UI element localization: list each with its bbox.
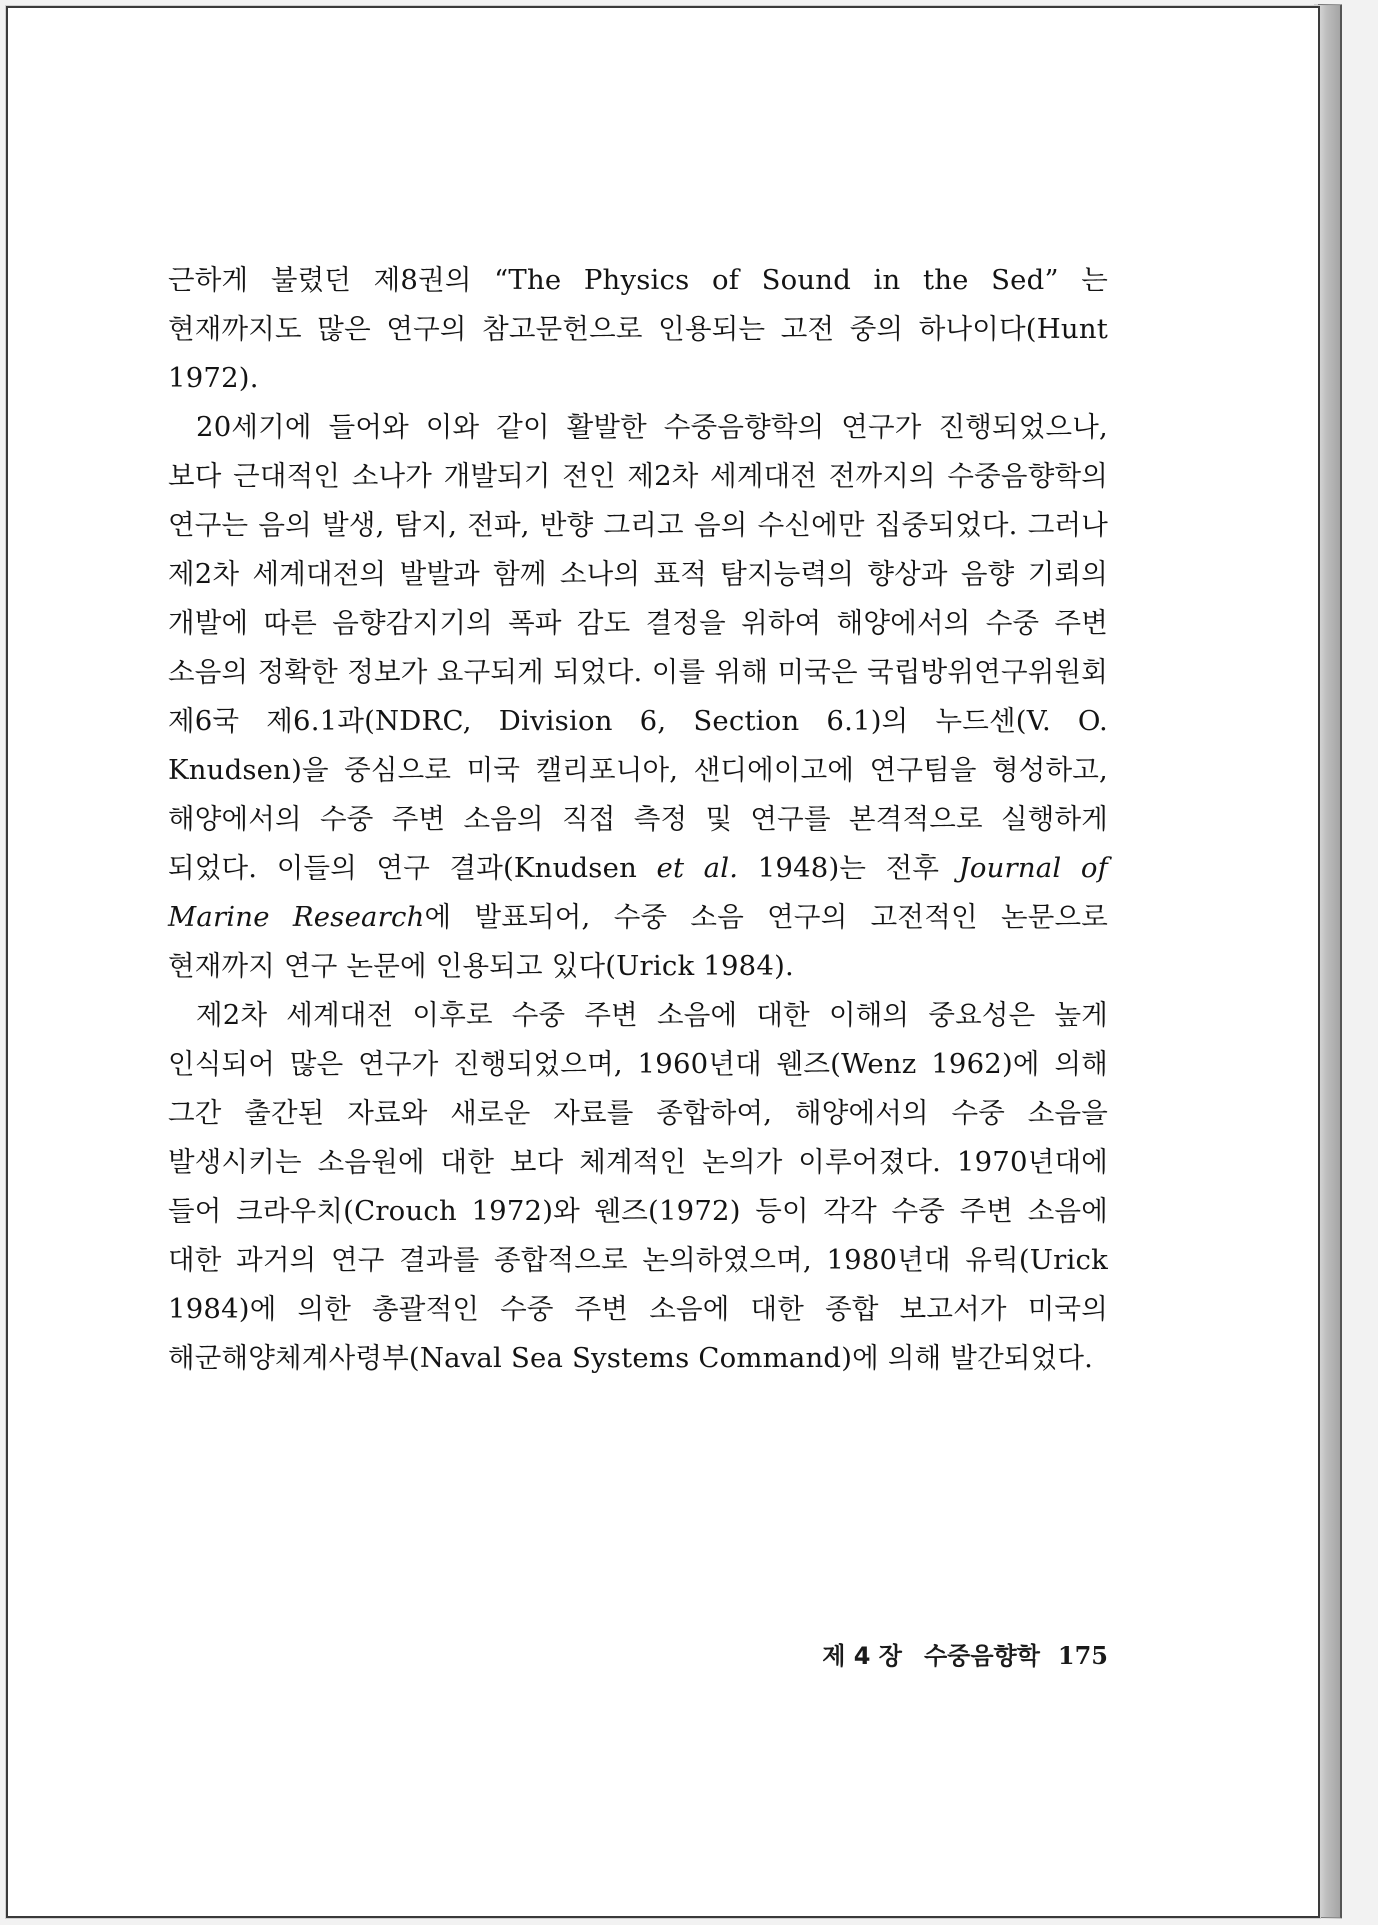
paragraph-2-text-c: 에 발표되어, 수중 소음 연구의 고전적인 논문으로 현재까지 연구 논문에 인용되고 있다(Urick 1984). [168, 901, 1108, 982]
body-text [168, 256, 1108, 1383]
paragraph-2 [168, 403, 1108, 991]
paragraph-2-text-a: 20세기에 들어와 이와 같이 활발한 수중음향학의 연구가 진행되었으나, 보다 근대적인 소나가 개발되기 전인 제2차 세계대전 전까지의 수중음향학의 연구는 음의 발생, 탐지, 전파, 반향 그리고 음의 수신에만 집중되었다. 그러나 제2차 세계대전의 발발과 함께 소나의 표적 탐지능력의 향상과 음향 기뢰의 개발에 따른 음향감지기의 폭파 감도 결정을 위하여 해양에서의 수중 주변 소음의 정확한 정보가 요구되게 되었다. 이를 위해 미국은 국립방위연구위원회 제6국 제6.1과(NDRC, Division 6, Section 6.1)의 누드센(V. O. Knudsen)을 중심으로 미국 캘리포니아, 샌디에이고에 연구팀을 형성하고, 해양에서의 수중 주변 소음의 직접 측정 및 연구를 본격적으로 실행하게 되었다. 이들의 연구 결과(Knudsen [168, 411, 1108, 884]
paragraph-3: 제2차 세계대전 이후로 수중 주변 소음에 대한 이해의 중요성은 높게 인식되어 많은 연구가 진행되었으며, 1960년대 웬즈(Wenz 1962)에 의해 그간 출간된 자료와 새로운 자료를 종합하여, 해양에서의 수중 소음을 발생시키는 소음원에 대한 보다 체계적인 논의가 이루어졌다. 1970년대에 들어 크라우치(Crouch 1972)와 웬즈(1972) 등이 각각 수중 주변 소음에 대한 과거의 연구 결과를 종합적으로 논의하였으며, 1980년대 유릭(Urick 1984)에 의한 총괄적인 수중 주변 소음에 대한 종합 보고서가 미국의 해군해양체계사령부(Naval Sea Systems Command)에 의해 발간되었다. [168, 999, 1108, 1374]
paragraph-2-text-b: 1948)는 전후 [738, 852, 959, 884]
page-number: 175 [1057, 1641, 1108, 1670]
paragraph-2-journal-title: Journal of Marine Research [168, 852, 1108, 933]
running-footer [648, 1636, 1108, 1680]
book-page [6, 6, 1320, 1918]
paragraph-2-italic-a: et al. [656, 852, 739, 884]
footer-chapter: 제 4 장 [822, 1642, 902, 1670]
footer-chapter-title: 수중음향학 [923, 1642, 1040, 1670]
paragraph-1: 근하게 불렸던 제8권의 “The Physics of Sound in the Sed” 는 현재까지도 많은 연구의 참고문헌으로 인용되는 고전 중의 하나이다(Hunt 1972). [168, 264, 1108, 394]
book-page-edge [1318, 4, 1342, 1918]
